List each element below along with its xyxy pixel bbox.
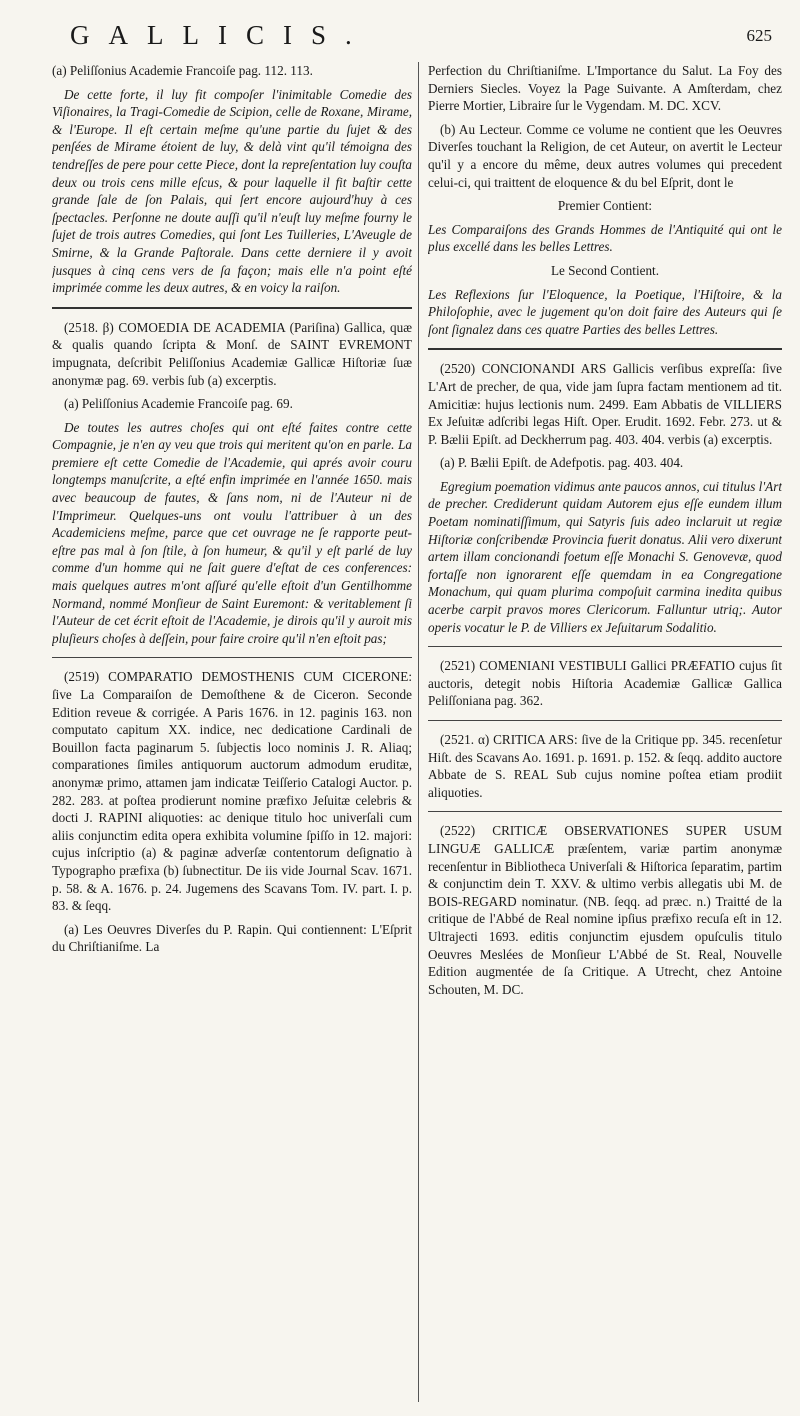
subheading: Premier Contient:	[557, 198, 653, 214]
entry-2521-alpha: (2521. α) CRITICA ARS: ſive de la Critique pp. 345. recenſetur Hiſt. des Scavans Ao. 1691. p. 1691. p. 152. & ſeqq. addito auctore Abbate de S. REAL Sub cujus nomine poſtea etiam prodiit aliquoties.	[428, 732, 782, 800]
footnote-heading: (a) Peliſſonius Academie Francoiſe pag. 69.	[64, 396, 293, 412]
quotation: De cette forte, il luy fit compoſer l'inimitable Comedie des Viſionaires, la Tragi-Comedie de Scipion, celle de Roxane, Mirame, & l'Europe. Il eſt certain meſme qu'une partie du ſujet & des penſées de Mirame étoient de luy, & delà vint qu'il témoigna des tendreſſes de pere pour cette Piece, dont la repreſentation luy couſta deux ou trois cens mille eſcus, & pour laquelle il fit baſtir cette grande ſale de ſon Palais, qui ſert encore aujourd'huy à ces ſpectacles. Perſonne ne doute auſſi qu'il n'euſt luy meſme fourny le ſujet de trois autres Comedies, qui ſont Les Tuilleries, L'Aveugle de Smirne, & la Grande Paſtorale. Dans cette derniere il y avoit jusques à cinq cens vers de ſa façon; mais elle n'a point eſté imprimée comme les deux autres, & en voicy la raiſon.	[52, 86, 412, 296]
subheading: Le Second Contient.	[550, 262, 660, 278]
entry-2521: (2521) COMENIANI VESTIBULI Gallici PRÆFATIO cujus ſit auctoris, detegit nobis Hiſtoria Academiæ Gallicæ Gallica Peliſſoniana pag. 362.	[428, 658, 782, 709]
left-column	[52, 62, 412, 1402]
section-divider	[52, 307, 412, 309]
section-divider	[428, 348, 782, 350]
quotation: De toutes les autres choſes qui ont eſté faites contre cette Compagnie, je n'en ay veu que trois qui meritent qu'on en parle. La premiere eſt cette Comedie de l'Academie, qui aprés avoir couru longtemps manuſcrite, a eſté enfin imprimée en l'année 1650. mais avec beaucoup de fautes, & ſans nom, ni de l'Auteur ni de l'Imprimeur. Quelques-uns ont voulu l'attribuer à un des Academiciens meſme, parce que cet ouvrage ne ſe rapporte peut-eſtre pas mal à ſon ſtile, à ſon humeur, & qu'il y eſt parlé de luy comme d'un homme qui ne ſait guere d'eſtat de ces conferences: mais quelques autres m'ont aſſuré qu'elle eſtoit d'un Gentilhomme Normand, nommé Monſieur de Saint Euremont: & veritablement ſi l'Auteur de cet écrit eſtoit de l'Academie, je dirois qu'il y auroit mis pluſieurs choſes à deſſein, pour faire croire qu'il n'en eſtoit pas;	[52, 419, 412, 646]
footnote-heading: (a) P. Bælii Epiſt. de Adefpotis. pag. 403. 404.	[440, 455, 684, 471]
section-divider	[428, 811, 782, 812]
footnote-heading: (a) Les Oeuvres Diverſes du P. Rapin. Qui contiennent: L'Eſprit du Chriſtianiſme. La	[52, 921, 412, 955]
entry-2520: (2520) CONCIONANDI ARS Gallicis verſibus expreſſa: ſive L'Art de precher, de qua, vide jam ſupra factam mentionem ad tit. Amicitiæ: hujus lectionis num. 2499. Eam Abbatis de VILLIERS Ex Jeſuitæ adſcribi legas Hiſt. Oper. Erudit. 1692. Febr. 273. ut & P. Bælii Epiſt. ad Deckherrum pag. 403. 404. verbis (a) excerptis.	[428, 361, 782, 447]
contents-item: Les Comparaiſons des Grands Hommes de l'Antiquité qui ont le plus excellé dans les belles Lettres.	[428, 221, 782, 255]
entry-2522: (2522) CRITICÆ OBSERVATIONES SUPER USUM LINGUÆ GALLICÆ præſentem, variæ partim anonymæ recenſentur in Bibliotheca Univerſali & Hiſtorica ſeparatim, partim & conjunctim dein T. XXV. & ultimo verbis allegatis ubi M. de BOIS-REGARD nominatur. (NB. ſeqq. ad præc. n.) Traitté de la critique de l'Abbé de Real nomine ipſius præfixo recuſa eſt in 12. Ultrajecti 1693. editis conjunctim ejusdem opuſculis titulo Oeuvres Meslées de Monſieur L'Abbé de St. Real, Nouvelle Edition augmentée de ſa Critique. A Utrecht, chez Antoine Schouten, M. DC.	[428, 823, 782, 997]
column-divider	[418, 62, 419, 1402]
contents-item: Les Reflexions ſur l'Eloquence, la Poetique, l'Hiſtoire, & la Philoſophie, avec le jugement qu'on doit faire des Auteurs qui ſe ſont ſignalez dans ces quatre Parties des belles Lettres.	[428, 286, 782, 337]
footnote-heading: (a) Peliſſonius Academie Francoiſe pag. 112. 113.	[52, 63, 313, 78]
entry-2518: (2518. β) COMOEDIA DE ACADEMIA (Pariſina) Gallica, quæ & qualis quando ſcripta & Monſ. de SAINT EVREMONT impugnata, deſcribit Peliſſonius Academiæ Gallicæ Hiſtoriæ ſuæ anonymæ pag. 69. verbis ſub (a) excerptis.	[52, 319, 412, 388]
section-divider	[52, 657, 412, 658]
section-divider	[428, 646, 782, 647]
entry-2519: (2519) COMPARATIO DEMOSTHENIS CUM CICERONE: ſive La Comparaiſon de Demoſthene & de Ciceron. Seconde Edition reveue & corrigée. A Paris 1676. in 12. paginis 163. non computato capitum XX. indice, nec dedicatione Cardinali de Bouillon facta paginarum 5. ſubjectis loco nominis J. R. Aliaq; comparationes ſimiles antiquorum auctorum admodum eruditæ, anonymæ primo, attamen jam indicatæ Teiſſerio Catalogi Auctor. p. 282. 283. at poſtea prodierunt nomine præfixo Jeſuitæ celebris & docti J. RAPINI aliquoties: ac denique titulo hoc univerſali cum aliis conjunctim edita opera exhibita volumine ſpiſſo in 12. majori: cujus inſcriptio (a) & paginæ adverſæ contentorum deſignatio à Typographo præfixa (b) ſubnectitur. De iis vide Journal Scav. 1671. p. 58. & A. 1676. p. 24. Jugemens des Scavans Tom. IV. part. I. p. 83. & ſeqq.	[52, 669, 412, 914]
section-divider	[428, 720, 782, 721]
quotation: Egregium poemation vidimus ante paucos annos, cui titulus l'Art de precher. Crediderunt quidam Autorem ejus eſſe eundem illum Poetam nominatiſſimum, qui Satyris ſuis adeo inclaruit ut regiæ Hiſtoriæ conſcribendæ Provincia fuerit donatus. Alii vero dixerunt artem illam concionandi foetum eſſe Monachi S. Genovevæ, quod fortaſſe non ignorarent eſſe quemdam in ea Congregatione Monachum, qui quam plurima compoſuit carmina inedita quibus acerbe carpit pravos mores Clericorum. Falluntur utriq;. Autor operis vocatur le P. de Villiers ex Jeſuitarum Sodalitio.	[428, 478, 782, 635]
running-head: GALLICIS.	[70, 20, 371, 50]
page-number: 625	[746, 26, 772, 45]
page-header	[0, 18, 800, 58]
right-column	[428, 62, 782, 1402]
continued-text: Perfection du Chriſtianiſme. L'Importance du Salut. La Foy des Derniers Siecles. Voyez la Page Suivante. A Amſterdam, chez Pierre Mortier, Libraire ſur le Vygendam. M. DC. XCV.	[428, 63, 782, 114]
footnote-text: (b) Au Lecteur. Comme ce volume ne contient que les Oeuvres Diverſes touchant la Religion, de cet Auteur, on avertit le Lecteur qu'il y a encore du même, deux autres volumes qui precedent celui-ci, qui traittent de eloquence & du bel Eſprit, dont le	[428, 121, 782, 190]
